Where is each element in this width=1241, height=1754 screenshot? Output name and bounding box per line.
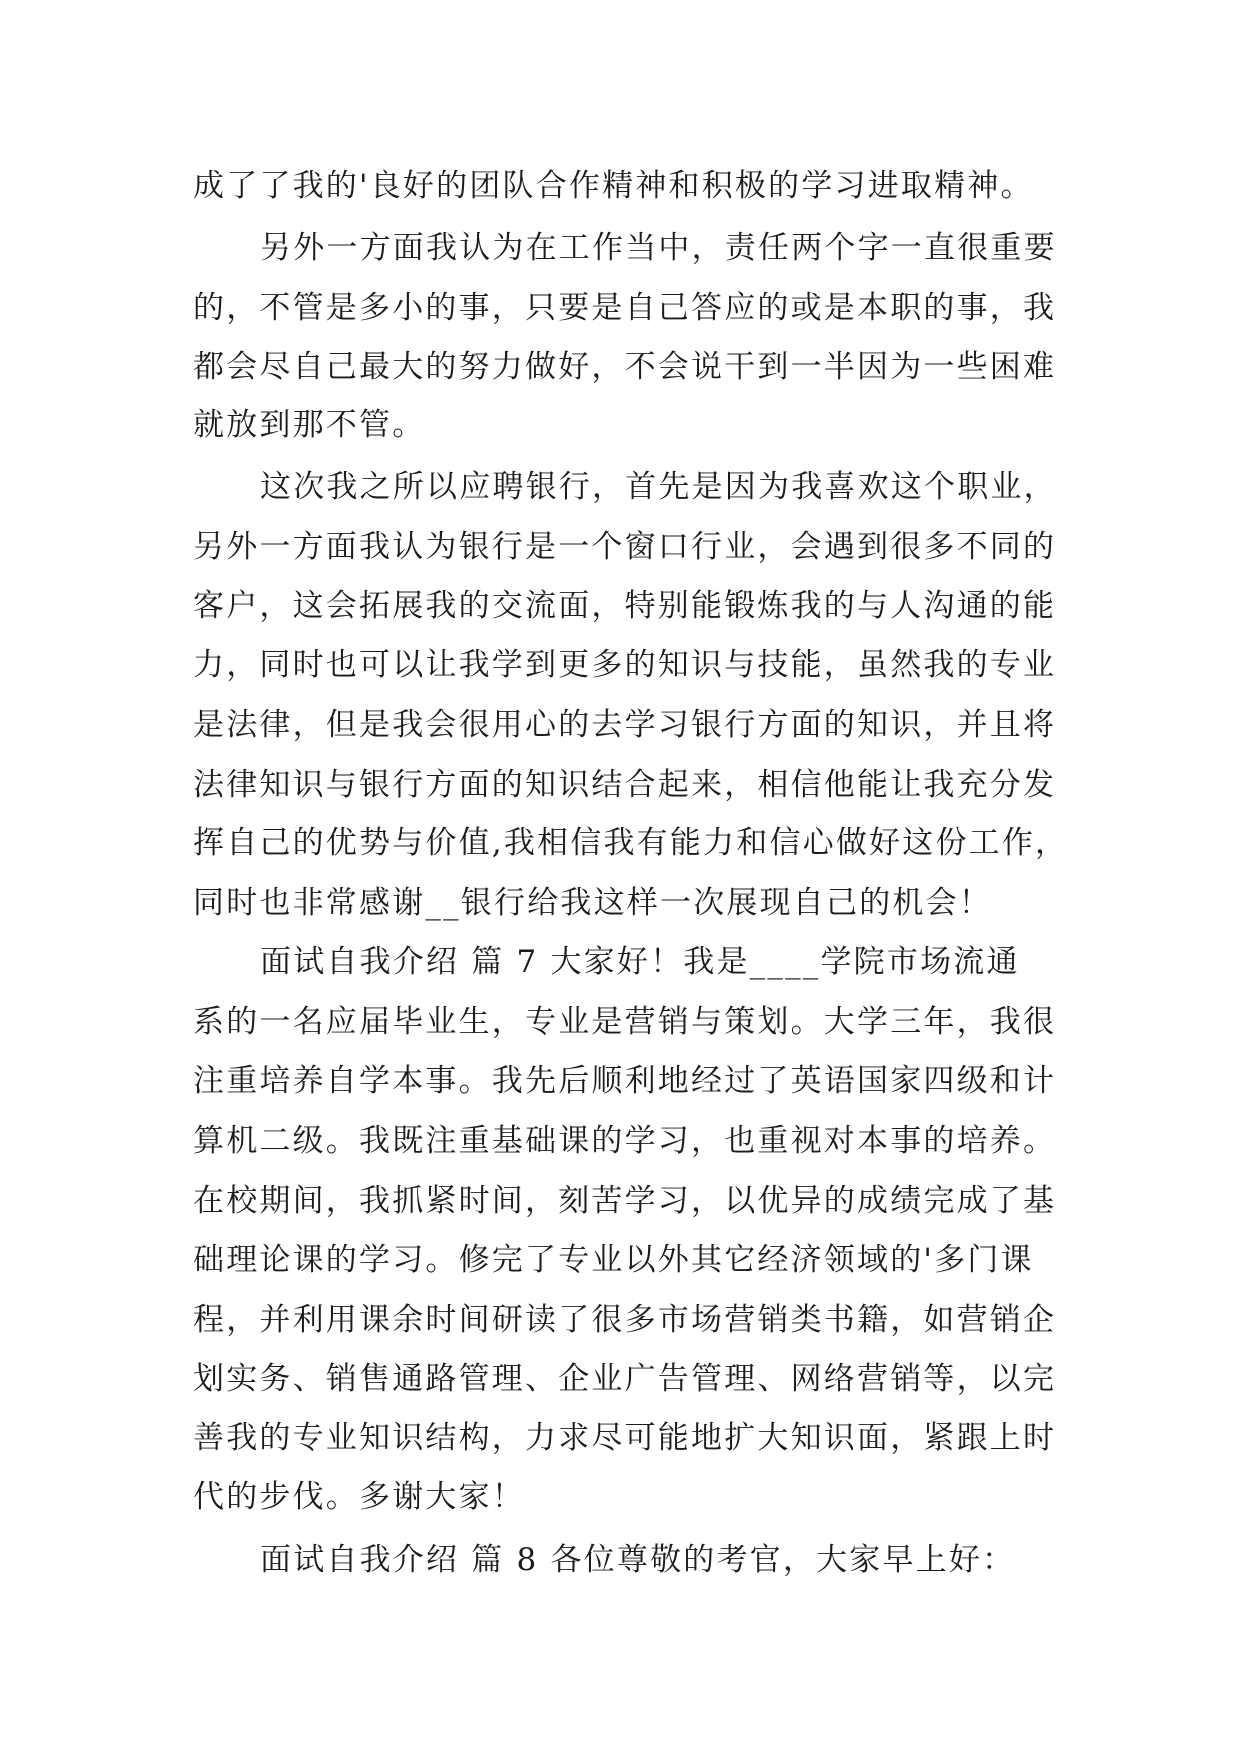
text-line: 成了了我的'良好的团队合作精神和积极的学习进取精神。: [193, 168, 1034, 204]
text-line: 都会尽自己最大的努力做好，不会说干到一半因为一些困难: [193, 349, 1057, 385]
text-line: 算机二级。我既注重基础课的学习，也重视对本事的培养。: [193, 1123, 1057, 1159]
text-line: 代的步伐。多谢大家！: [193, 1479, 525, 1515]
text-line: 同时也非常感谢__银行给我这样一次展现自己的机会！: [193, 885, 992, 921]
text-line: 的，不管是多小的事，只要是自己答应的或是本职的事，我: [193, 290, 1057, 326]
text-line: 划实务、销售通路管理、企业广告管理、网络营销等，以完: [193, 1361, 1057, 1397]
section-heading-line: 面试自我介绍 篇 7 大家好！我是____学院市场流通: [260, 944, 1020, 980]
paragraph-first-line: 另外一方面我认为在工作当中，责任两个字一直很重要: [260, 230, 1057, 266]
text-line: 另外一方面我认为银行是一个窗口行业，会遇到很多不同的: [193, 529, 1057, 565]
text-line: 注重培养自学本事。我先后顺利地经过了英语国家四级和计: [193, 1063, 1057, 1099]
text-line: 系的一名应届毕业生，专业是营销与策划。大学三年，我很: [193, 1004, 1057, 1040]
text-line: 力，同时也可以让我学到更多的知识与技能，虽然我的专业: [193, 647, 1057, 683]
text-line: 程，并利用课余时间研读了很多市场营销类书籍，如营销企: [193, 1302, 1057, 1338]
text-line: 是法律，但是我会很用心的去学习银行方面的知识，并且将: [193, 707, 1057, 743]
text-line: 础理论课的学习。修完了专业以外其它经济领域的'多门课: [193, 1242, 1034, 1278]
text-line: 客户，这会拓展我的交流面，特别能锻炼我的与人沟通的能: [193, 588, 1057, 624]
text-line: 法律知识与银行方面的知识结合起来，相信他能让我充分发: [193, 767, 1057, 803]
text-line: 在校期间，我抓紧时间，刻苦学习，以优异的成绩完成了基: [193, 1183, 1057, 1219]
section-heading-line: 面试自我介绍 篇 8 各位尊敬的考官，大家早上好：: [260, 1542, 1016, 1578]
paragraph-first-line: 这次我之所以应聘银行，首先是因为我喜欢这个职业，: [260, 469, 1057, 505]
text-line: 挥自己的优势与价值,我相信我有能力和信心做好这份工作，: [193, 825, 1069, 861]
text-line: 就放到那不管。: [193, 407, 426, 443]
text-line: 善我的专业知识结构，力求尽可能地扩大知识面，紧跟上时: [193, 1420, 1057, 1456]
